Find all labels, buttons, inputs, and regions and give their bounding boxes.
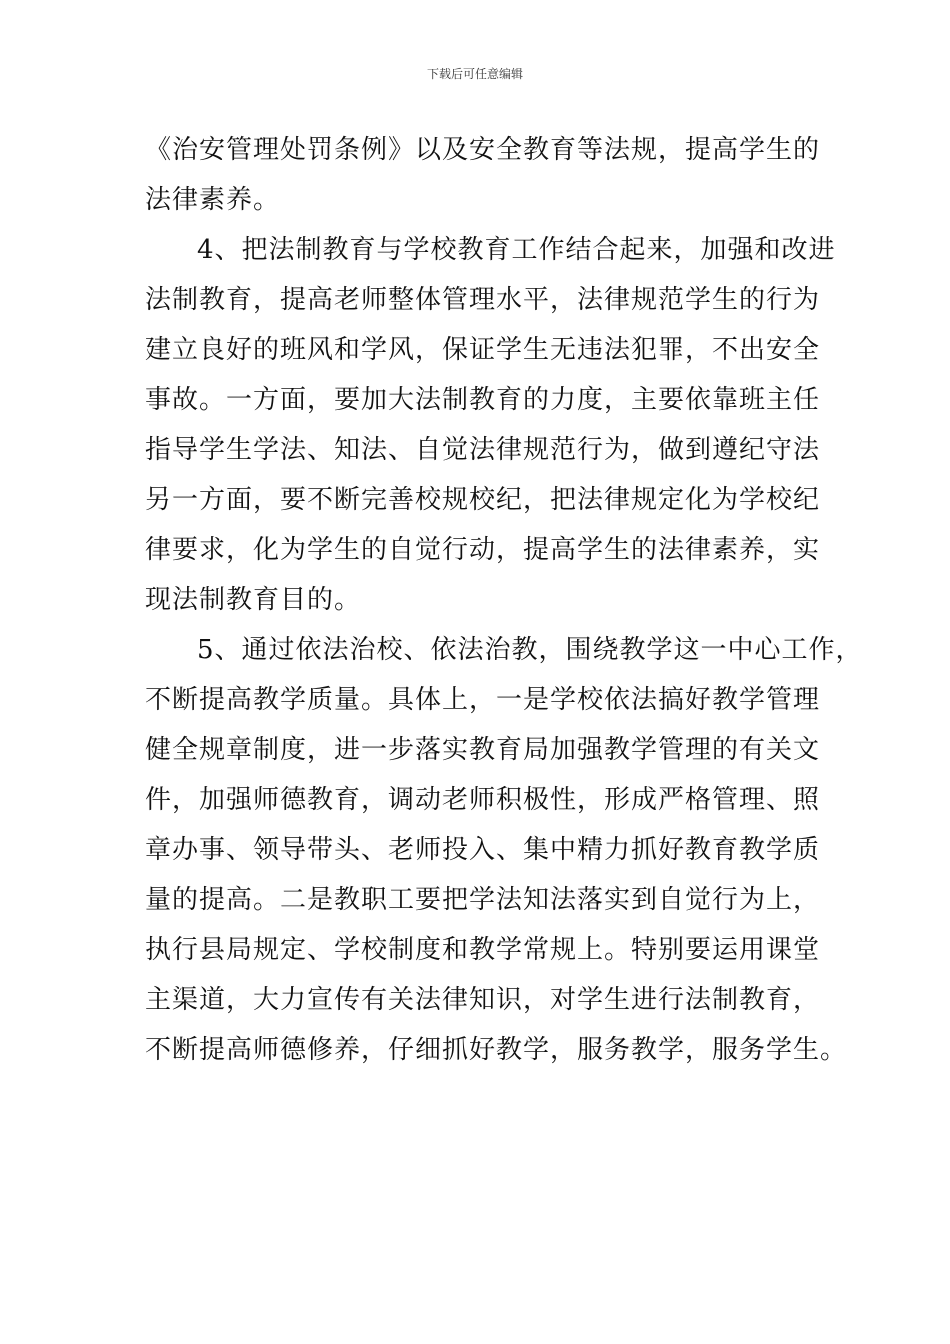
- body-line: 执行县局规定、学校制度和教学常规上。特别要运用课堂: [145, 935, 821, 965]
- body-line: 不断提高教学质量。具体上，一是学校依法搞好教学管理: [145, 685, 821, 715]
- paragraph-4-first-line: 4、把法制教育与学校教育工作结合起来，加强和改进: [197, 235, 836, 265]
- body-line: 《治安管理处罚条例》以及安全教育等法规，提高学生的: [145, 135, 821, 165]
- page-header-note: 下载后可任意编辑: [426, 67, 523, 81]
- body-line: 法制教育，提高老师整体管理水平，法律规范学生的行为: [145, 285, 821, 315]
- paragraph-5-first-line: 5、通过依法治校、依法治教，围绕教学这一中心工作，: [197, 635, 863, 665]
- body-line: 不断提高师德修养，仔细抓好教学，服务教学，服务学生。: [145, 1035, 848, 1065]
- body-line: 指导学生学法、知法、自觉法律规范行为，做到遵纪守法: [145, 435, 821, 465]
- body-line: 件，加强师德教育，调动老师积极性，形成严格管理、照: [145, 785, 821, 815]
- body-line: 律要求，化为学生的自觉行动，提高学生的法律素养，实: [145, 535, 821, 565]
- body-line: 现法制教育目的。: [145, 585, 362, 615]
- body-line: 主渠道，大力宣传有关法律知识，对学生进行法制教育，: [145, 985, 821, 1015]
- body-line: 另一方面，要不断完善校规校纪，把法律规定化为学校纪: [145, 485, 821, 515]
- body-line: 建立良好的班风和学风，保证学生无违法犯罪，不出安全: [145, 335, 821, 365]
- body-line: 法律素养。: [145, 185, 281, 215]
- body-line: 量的提高。二是教职工要把学法知法落实到自觉行为上，: [145, 885, 821, 915]
- body-line: 章办事、领导带头、老师投入、集中精力抓好教育教学质: [145, 835, 821, 865]
- body-line: 健全规章制度，进一步落实教育局加强教学管理的有关文: [145, 735, 821, 765]
- body-line: 事故。一方面，要加大法制教育的力度，主要依靠班主任: [145, 385, 821, 415]
